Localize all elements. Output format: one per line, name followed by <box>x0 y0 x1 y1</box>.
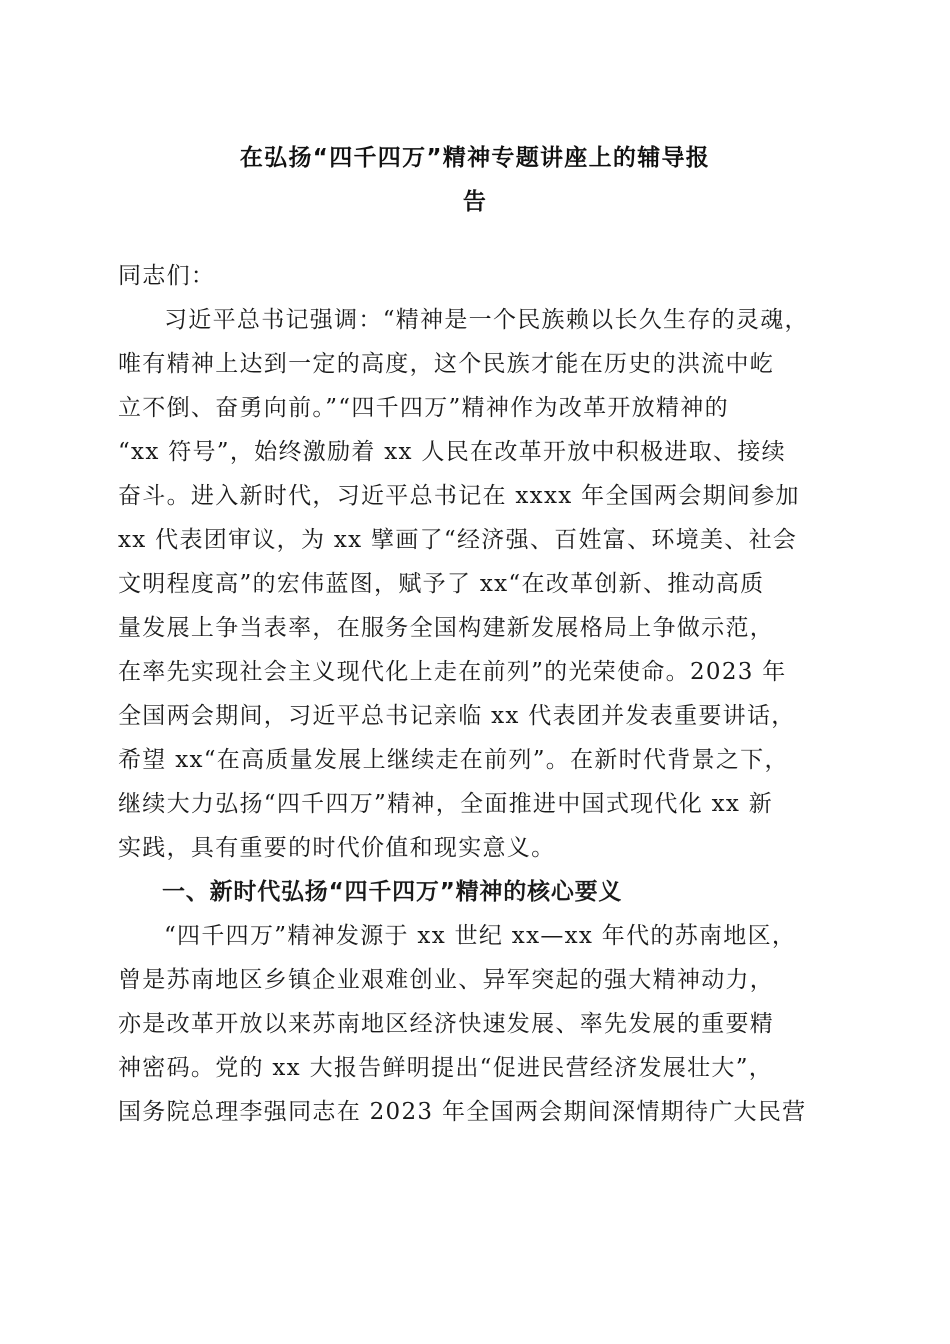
title-line-2: 告 <box>462 189 488 215</box>
paragraph-line: 亦是改革开放以来苏南地区经济快速发展、率先发展的重要精 <box>118 1011 775 1037</box>
paragraph-line: “四千四万”精神发源于 xx 世纪 xx—xx 年代的苏南地区， <box>164 923 797 949</box>
document-body <box>118 254 832 1134</box>
title-line-1: 在弘扬“四千四万”精神专题讲座上的辅导报 <box>239 145 711 171</box>
document-title <box>118 136 832 224</box>
paragraph-line: 立不倒、奋勇向前。”“四千四万”精神作为改革开放精神的 <box>118 395 729 421</box>
paragraph-line: 习近平总书记强调：“精神是一个民族赖以长久生存的灵魂， <box>164 307 809 333</box>
paragraph-line: xx 代表团审议，为 xx 擘画了“经济强、百姓富、环境美、社会 <box>118 527 798 553</box>
paragraph-line: 曾是苏南地区乡镇企业艰难创业、异军突起的强大精神动力， <box>118 967 775 993</box>
paragraph-line: “xx 符号”，始终激励着 xx 人民在改革开放中积极进取、接续 <box>118 439 786 465</box>
paragraph-line: 神密码。党的 xx 大报告鲜明提出“促进民营经济发展壮大”， <box>118 1055 774 1081</box>
salutation: 同志们： <box>118 263 216 289</box>
paragraph-line: 全国两会期间，习近平总书记亲临 xx 代表团并发表重要讲话， <box>118 703 796 729</box>
paragraph-line: 国务院总理李强同志在 2023 年全国两会期间深情期待广大民营 <box>118 1099 807 1125</box>
paragraph-1 <box>118 298 832 870</box>
section-heading: 一、新时代弘扬“四千四万”精神的核心要义 <box>162 879 623 905</box>
paragraph-line: 继续大力弘扬“四千四万”精神，全面推进中国式现代化 xx 新 <box>118 791 774 817</box>
paragraph-line: 实践，具有重要的时代价值和现实意义。 <box>118 835 556 861</box>
paragraph-line: 量发展上争当表率，在服务全国构建新发展格局上争做示范， <box>118 615 775 641</box>
paragraph-line: 文明程度高”的宏伟蓝图，赋予了 xx“在改革创新、推动高质 <box>118 571 765 597</box>
paragraph-2 <box>118 914 832 1134</box>
paragraph-line: 在率先实现社会主义现代化上走在前列”的光荣使命。2023 年 <box>118 659 787 685</box>
paragraph-line: 唯有精神上达到一定的高度，这个民族才能在历史的洪流中屹 <box>118 351 775 377</box>
paragraph-line: 奋斗。进入新时代，习近平总书记在 xxxx 年全国两会期间参加 <box>118 483 800 509</box>
paragraph-line: 希望 xx“在高质量发展上继续走在前列”。在新时代背景之下， <box>118 747 789 773</box>
